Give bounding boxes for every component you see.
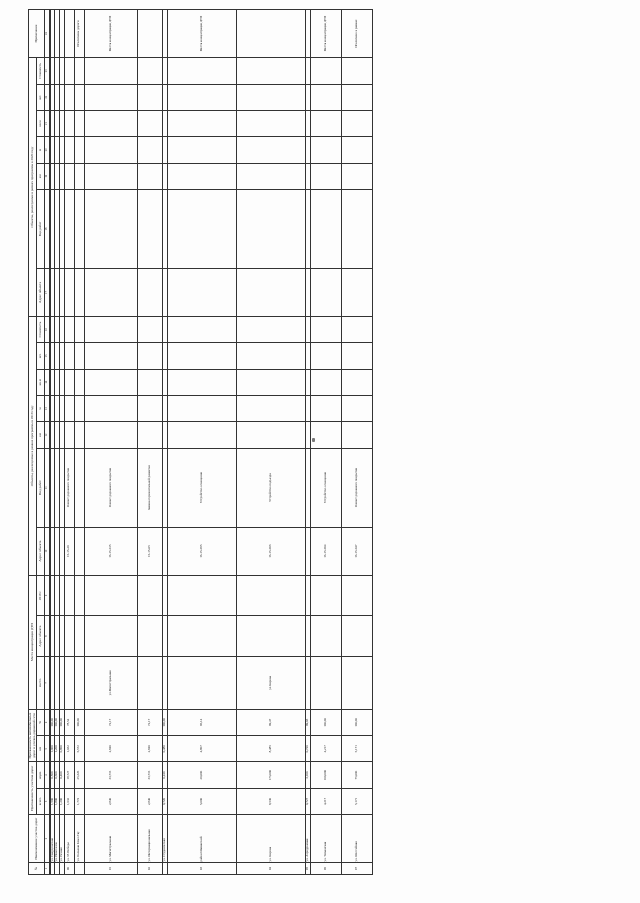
table-cell <box>341 163 372 189</box>
header-number: № <box>29 863 45 875</box>
table-cell <box>74 137 84 163</box>
colnum: 13 <box>45 395 50 421</box>
table-cell: 1,500 <box>50 788 55 814</box>
table-cell <box>167 369 236 395</box>
table-cell <box>74 575 84 616</box>
table-cell <box>310 84 341 110</box>
table-cell: 99,47 <box>236 709 305 735</box>
table-row <box>310 10 341 875</box>
table-cell: ул. Свердловская <box>50 815 55 863</box>
road-works-body <box>50 9 373 875</box>
table-cell: 4,807 <box>167 736 236 762</box>
table-cell: 1,800 <box>55 788 60 814</box>
table-cell: 5,171 <box>341 788 372 814</box>
table-cell: Устройство подъезда <box>236 448 305 527</box>
table-cell <box>310 616 341 657</box>
table-cell <box>341 137 372 163</box>
table-cell <box>310 110 341 136</box>
colnum: 23 <box>45 58 50 84</box>
table-cell: 72,17 <box>84 709 137 735</box>
table-row <box>137 10 162 875</box>
table-cell: 100,00 <box>59 709 64 735</box>
table-cell <box>84 616 137 657</box>
table-header-row <box>29 10 37 875</box>
sub-c2: м <box>37 137 45 163</box>
table-cell <box>167 616 236 657</box>
table-cell: Исключено в рамках <box>341 10 372 58</box>
table-cell: 91 <box>84 863 137 875</box>
table-cell <box>236 268 305 316</box>
table-cell: Места концентрации ДТП <box>310 10 341 58</box>
colnum: 12 <box>45 422 50 448</box>
table-cell: 96 <box>310 863 341 875</box>
table-cell <box>341 343 372 369</box>
table-cell <box>137 422 162 448</box>
header-works-2020: Объекты, реализуемые в рамках программы в 2020 году <box>29 58 37 317</box>
table-cell <box>84 84 137 110</box>
colnum: 1 <box>45 863 50 875</box>
table-cell <box>341 268 372 316</box>
colnum: 11 <box>45 448 50 527</box>
table-cell: ул.Магистральная <box>84 657 137 710</box>
table-cell: 96,14 <box>167 709 236 735</box>
table-cell: Места концентрации ДТП <box>167 10 236 58</box>
table-cell: 92 <box>137 863 162 875</box>
table-cell <box>236 137 305 163</box>
table-cell: ул. Большая Кзыл-Тау <box>74 815 84 863</box>
table-cell <box>64 58 74 84</box>
table-cell: Ремонт дорожного покрытия <box>84 448 137 527</box>
table-cell <box>341 422 372 448</box>
colnum: 3 <box>45 788 50 814</box>
sub-cost-b: Стоимость <box>37 316 45 342</box>
sub-cost-c: Стоимость <box>37 58 45 84</box>
table-cell: Ремонт дорожного покрытия <box>64 448 74 527</box>
sub-c4: шт. <box>37 84 45 110</box>
colnum: 9 <box>45 575 50 616</box>
table-cell: ул. Тюменская <box>310 815 341 863</box>
table-cell: 0,400 <box>59 762 64 788</box>
table-cell: Замена горизонтальной разметки <box>137 448 162 527</box>
sub-pct: % <box>37 709 45 735</box>
table-cell: ул. Студенческая <box>162 815 167 863</box>
header-note: Примечание <box>29 10 45 58</box>
table-cell: 8,530 <box>236 788 305 814</box>
table-cell <box>64 616 74 657</box>
table-cell: 0,600 <box>55 762 60 788</box>
table-cell <box>64 163 74 189</box>
table-cell: 0,800 <box>59 736 64 762</box>
table-cell <box>167 163 236 189</box>
table-cell <box>84 575 137 616</box>
table-cell <box>137 58 162 84</box>
table-cell: 100,00 <box>310 709 341 735</box>
colnum: 4 <box>45 762 50 788</box>
table-cell: 1,632 <box>64 788 74 814</box>
table-cell <box>167 395 236 421</box>
table-cell <box>64 422 74 448</box>
table-cell <box>84 268 137 316</box>
colnum: 2 <box>45 815 50 863</box>
header-name: Наименование участка дорог <box>29 815 45 863</box>
table-cell <box>341 316 372 342</box>
table-cell: 2,840 <box>84 788 137 814</box>
table-cell <box>74 163 84 189</box>
table-cell <box>167 137 236 163</box>
colnum: 6 <box>45 709 50 735</box>
colnum: 14 <box>45 369 50 395</box>
colnum: 17 <box>45 268 50 316</box>
table-cell <box>64 84 74 110</box>
table-subheader-row <box>37 10 45 875</box>
table-cell <box>74 268 84 316</box>
column-number-row <box>45 10 50 875</box>
table-cell <box>137 163 162 189</box>
table-cell <box>74 189 84 268</box>
colnum: 22 <box>45 84 50 110</box>
table-cell <box>84 422 137 448</box>
table-cell: 2,840 <box>137 736 162 762</box>
table-row <box>341 10 372 875</box>
table-cell: Исключены дороги <box>74 10 84 58</box>
table-cell <box>236 616 305 657</box>
table-cell <box>167 58 236 84</box>
table-cell <box>74 657 84 710</box>
colnum: 20 <box>45 137 50 163</box>
table-cell <box>137 343 162 369</box>
table-cell <box>137 575 162 616</box>
table-cell: 0,240 <box>162 762 167 788</box>
table-cell <box>310 422 341 448</box>
table-cell: 5,000 <box>167 788 236 814</box>
table-row <box>74 10 84 875</box>
table-cell: 0,480 <box>162 736 167 762</box>
table-cell <box>74 369 84 395</box>
table-cell <box>310 343 341 369</box>
header-length: Протяженность участков дорог <box>29 762 37 815</box>
header-quality: Протяженность автомобильных дорог и улично-дорожной сети <box>29 709 37 762</box>
colnum: 21 <box>45 110 50 136</box>
table-cell <box>74 616 84 657</box>
table-cell: 3,100 <box>305 762 310 788</box>
table-cell <box>137 189 162 268</box>
table-cell <box>310 316 341 342</box>
table-cell: 0,727 <box>305 788 310 814</box>
sub-addr-c: Адрес объекта <box>37 268 45 316</box>
table-cell <box>167 189 236 268</box>
table-row <box>236 10 305 875</box>
table-cell: Ремонт дорожного покрытия <box>341 448 372 527</box>
table-cell: 1,774 <box>74 788 84 814</box>
table-cell <box>167 110 236 136</box>
table-cell <box>167 657 236 710</box>
table-cell: 16-15-05 <box>137 527 162 575</box>
header-places: Места концентрации ДТП <box>29 575 37 709</box>
table-cell <box>310 137 341 163</box>
table-cell: ул. Шоссейная <box>341 815 372 863</box>
table-cell <box>310 395 341 421</box>
sub-addr-b: Адрес объекта <box>37 527 45 575</box>
table-cell: 100,00 <box>341 709 372 735</box>
table-cell <box>84 58 137 84</box>
table-cell: район Шаманский <box>167 815 236 863</box>
table-cell <box>137 316 162 342</box>
sub-place: место <box>37 657 45 710</box>
table-cell: 4,217 <box>310 788 341 814</box>
table-cell <box>84 316 137 342</box>
table-cell <box>310 369 341 395</box>
table-cell <box>236 422 305 448</box>
table-cell: 16-15-066 <box>236 527 305 575</box>
table-cell: 99,03 <box>305 709 310 735</box>
table-cell <box>236 316 305 342</box>
table-cell: 16-15-015 <box>84 527 137 575</box>
table-cell <box>64 137 74 163</box>
table-cell <box>74 527 84 575</box>
sub-addr-a: Адрес объекта <box>37 616 45 657</box>
table-cell: 173,000 <box>236 762 305 788</box>
table-cell <box>341 395 372 421</box>
sub-b3: кв.м <box>37 369 45 395</box>
table-cell <box>341 189 372 268</box>
table-cell <box>84 110 137 136</box>
table-cell: 33,716 <box>84 762 137 788</box>
table-cell: 2,840 <box>84 736 137 762</box>
table-cell <box>167 422 236 448</box>
sub-km: км <box>37 736 45 762</box>
table-cell <box>236 189 305 268</box>
table-cell <box>64 316 74 342</box>
colnum: 7 <box>45 657 50 710</box>
colnum: 10 <box>45 527 50 575</box>
table-cell: 94 <box>236 863 305 875</box>
table-cell <box>167 84 236 110</box>
table-cell: 90 <box>64 863 74 875</box>
sub-b2: м <box>37 395 45 421</box>
table-cell: ул. Магистральная <box>84 815 137 863</box>
table-cell: 18,727 <box>64 762 74 788</box>
table-cell: 2,840 <box>137 788 162 814</box>
table-cell: 100,00 <box>162 709 167 735</box>
table-cell <box>341 58 372 84</box>
table-cell: 16-15-20 <box>64 527 74 575</box>
table-cell: ул. Речная <box>59 815 64 863</box>
table-cell <box>236 58 305 84</box>
table-cell <box>236 110 305 136</box>
table-cell <box>167 575 236 616</box>
table-cell: 1,032 <box>64 736 74 762</box>
sub-year-a: 2019 г. <box>37 575 45 616</box>
table-cell <box>74 863 84 875</box>
table-cell <box>236 369 305 395</box>
colnum: 8 <box>45 616 50 657</box>
table-cell <box>310 189 341 268</box>
table-cell: 16-15-047 <box>341 527 372 575</box>
table-cell: 20,000 <box>167 762 236 788</box>
table-cell: ул. Интернациональная <box>137 815 162 863</box>
table-cell <box>74 110 84 136</box>
table-cell: 0,720 <box>162 788 167 814</box>
table-cell: 0,720 <box>305 736 310 762</box>
table-cell: 100,000 <box>310 762 341 788</box>
table-cell <box>341 369 372 395</box>
sub-c1: км <box>37 163 45 189</box>
table-cell <box>341 657 372 710</box>
sub-b4: шт. <box>37 343 45 369</box>
table-cell: 4,217 <box>310 736 341 762</box>
table-cell <box>84 343 137 369</box>
table-cell: 100,00 <box>50 709 55 735</box>
table-cell <box>310 575 341 616</box>
table-cell <box>84 163 137 189</box>
sub-type-c: Вид работ <box>37 189 45 268</box>
table-cell <box>310 58 341 84</box>
table-cell: 93 <box>167 863 236 875</box>
table-cell <box>341 575 372 616</box>
table-cell: 1,000 <box>50 736 55 762</box>
colnum: 19 <box>45 163 50 189</box>
sub-c3: кв.м <box>37 110 45 136</box>
table-cell <box>137 657 162 710</box>
table-cell <box>236 395 305 421</box>
table-cell <box>236 575 305 616</box>
table-cell <box>74 84 84 110</box>
table-cell <box>137 268 162 316</box>
table-cell: ул.Кирова <box>236 657 305 710</box>
colnum: 15 <box>45 343 50 369</box>
table-cell: 16-15-055 <box>167 527 236 575</box>
sub-type-b: Вид работ <box>37 448 45 527</box>
table-cell <box>84 189 137 268</box>
table-cell <box>74 395 84 421</box>
table-cell: Устройство освещения <box>167 448 236 527</box>
table-cell <box>84 369 137 395</box>
table-cell: Места концентрации ДТП <box>84 10 137 58</box>
sub-total: всего <box>37 788 45 814</box>
table-cell: 8,485 <box>236 736 305 762</box>
table-cell <box>236 10 305 58</box>
table-cell <box>310 268 341 316</box>
table-cell: ул. Кирова <box>236 815 305 863</box>
table-row <box>84 10 137 875</box>
table-cell <box>64 189 74 268</box>
table-cell: ул. 65 Победы <box>64 815 74 863</box>
table-cell <box>137 137 162 163</box>
table-cell: 100,00 <box>55 709 60 735</box>
table-cell: 97 <box>341 863 372 875</box>
table-cell <box>236 84 305 110</box>
table-cell: 25,326 <box>74 762 84 788</box>
table-cell <box>236 343 305 369</box>
table-cell <box>64 343 74 369</box>
table-row <box>167 10 236 875</box>
table-cell <box>137 110 162 136</box>
table-cell <box>74 343 84 369</box>
table-cell <box>137 395 162 421</box>
table-cell: Устройство освещения <box>310 448 341 527</box>
road-works-table <box>28 9 50 875</box>
table-cell <box>74 316 84 342</box>
table-cell <box>236 163 305 189</box>
table-cell <box>64 575 74 616</box>
header-works-2019: Объекты, реализуемые в рамках программы в 2019 году <box>29 316 37 575</box>
table-cell: 95 <box>305 863 310 875</box>
table-cell: 33,716 <box>137 762 162 788</box>
table-cell <box>310 657 341 710</box>
table-cell: 1,200 <box>55 736 60 762</box>
table-cell: 5,171 <box>341 736 372 762</box>
table-cell <box>74 422 84 448</box>
table-cell <box>137 369 162 395</box>
table-cell <box>64 369 74 395</box>
table-cell <box>167 268 236 316</box>
table-cell: 100,00 <box>74 709 84 735</box>
table-cell <box>84 137 137 163</box>
table-cell: ул. Аэродромная <box>305 815 310 863</box>
table-cell <box>137 10 162 58</box>
table-cell <box>64 10 74 58</box>
table-cell <box>64 395 74 421</box>
table-cell: 6,572 <box>74 736 84 762</box>
table-cell <box>74 58 84 84</box>
rotated-table-wrapper <box>28 9 613 875</box>
colnum: 18 <box>45 189 50 268</box>
table-cell <box>137 616 162 657</box>
colnum: 5 <box>45 736 50 762</box>
table-cell <box>167 343 236 369</box>
table-cell <box>167 316 236 342</box>
sub-norm: норм. <box>37 762 45 788</box>
table-cell <box>64 657 74 710</box>
table-cell: 72,17 <box>137 709 162 735</box>
table-cell <box>341 110 372 136</box>
table-cell <box>341 616 372 657</box>
table-cell <box>64 110 74 136</box>
table-cell <box>84 395 137 421</box>
table-cell: 0,500 <box>50 762 55 788</box>
table-cell <box>74 448 84 527</box>
table-cell: 16-15-064 <box>310 527 341 575</box>
sub-b1: км <box>37 422 45 448</box>
table-cell <box>310 163 341 189</box>
table-cell <box>64 268 74 316</box>
table-cell: 75,000 <box>341 762 372 788</box>
table-cell: 1,200 <box>59 788 64 814</box>
table-row <box>64 10 74 875</box>
table-cell <box>341 84 372 110</box>
table-cell: 78,54 <box>64 709 74 735</box>
colnum: 16 <box>45 316 50 342</box>
colnum: 24 <box>45 10 50 58</box>
table-cell <box>137 84 162 110</box>
table-cell: ул. Новоселов <box>55 815 60 863</box>
